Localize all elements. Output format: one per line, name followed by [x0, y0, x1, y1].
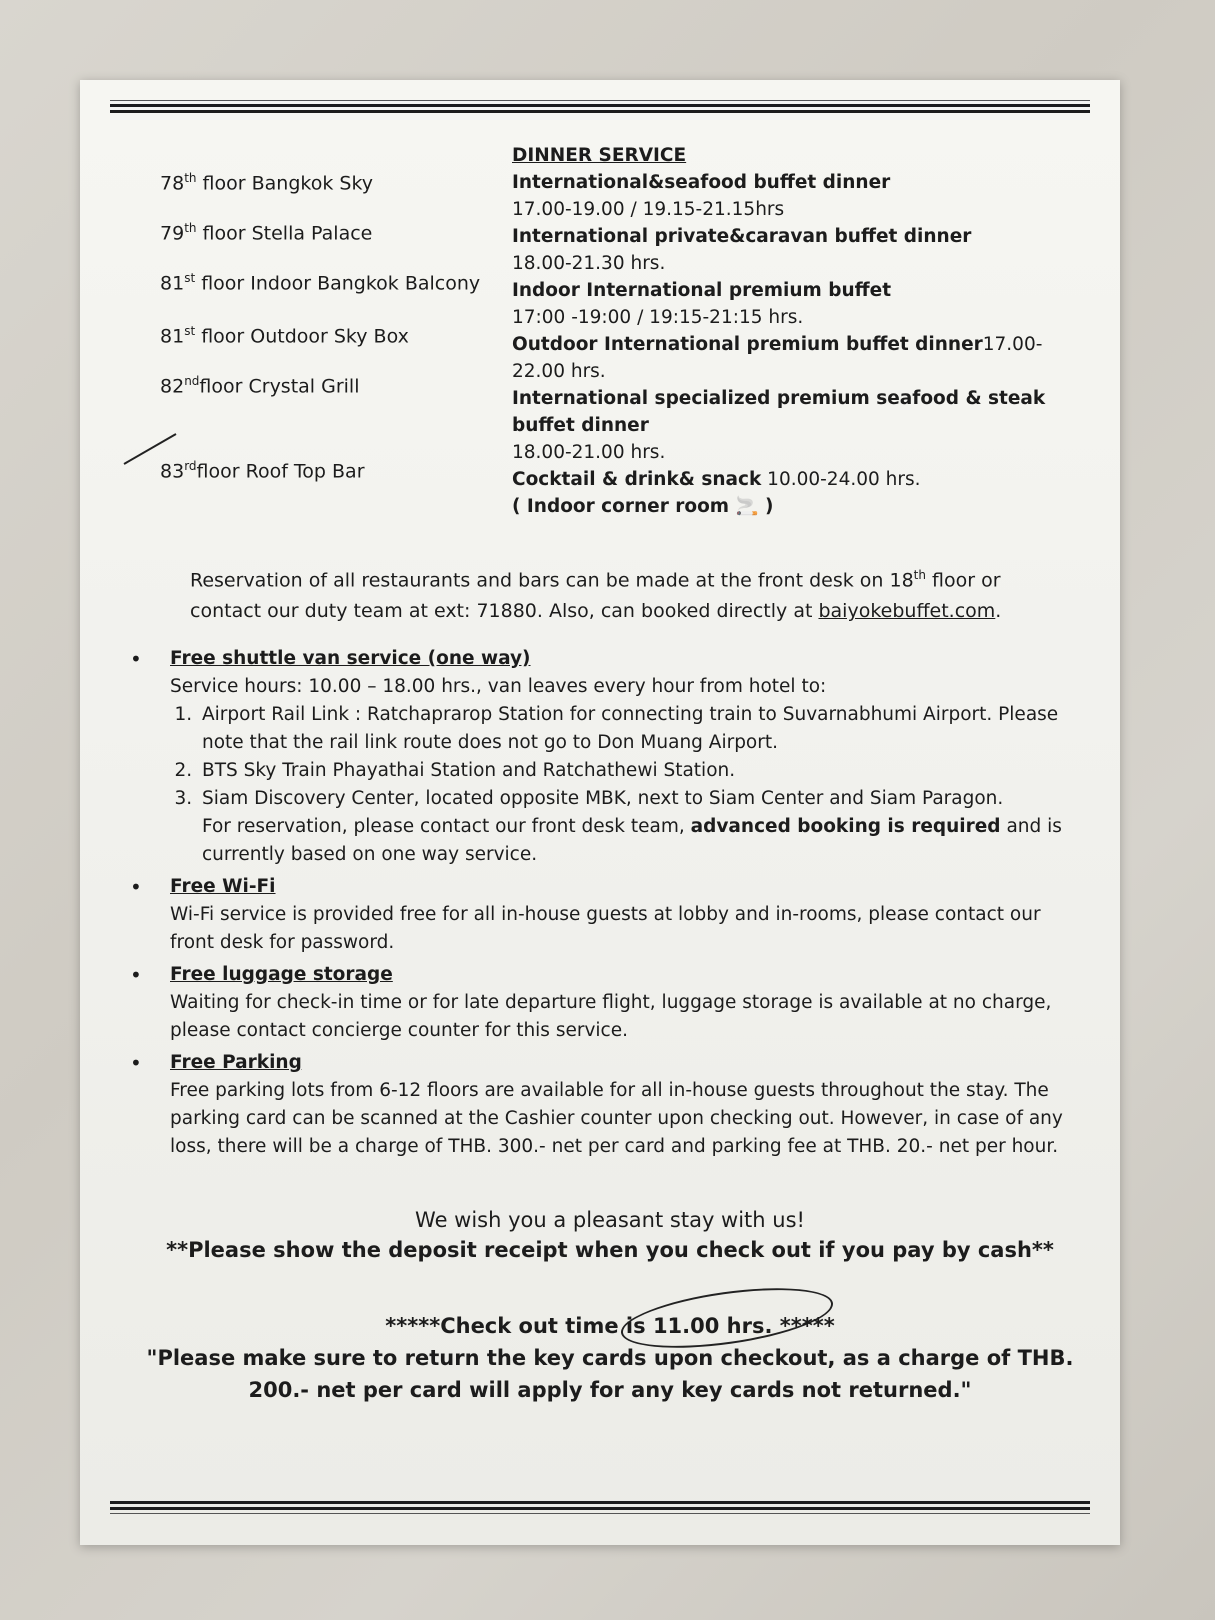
keycard-note: "Please make sure to return the key cards upon checkout, as a charge of THB. 200.- net per card will apply for any key cards not returned." [146, 1346, 1074, 1402]
shuttle-section [130, 645, 1080, 869]
shuttle-stops [170, 701, 1080, 869]
dinner-time: 18.00-21.30 hrs. [512, 253, 666, 274]
parking-section [130, 1049, 1080, 1161]
dinner-time: 17.00-19.00 / 19.15-21.15hrs [512, 199, 785, 220]
bullet-icon: • [130, 647, 142, 671]
services-list [130, 645, 1080, 1165]
indoor-note: ( Indoor corner room 🚬 ) [512, 496, 774, 517]
dinner-time: 17:00 -19:00 / 19:15-21:15 hrs. [512, 307, 804, 328]
dinner-desc: International&seafood buffet dinner [512, 172, 891, 193]
dinner-desc: Cocktail & drink& snack [512, 469, 762, 490]
floor-row: 83rdfloor Roof Top Bar [160, 459, 365, 483]
bullet-icon: • [130, 1051, 142, 1075]
section-text: Waiting for check-in time or for late departure flight, luggage storage is available at no charge, please contact concierge counter for this service. [170, 992, 1052, 1041]
dinner-time: 18.00-21.00 hrs. [512, 442, 666, 463]
top-rule [110, 100, 1090, 114]
list-item: 3. Siam Discovery Center, located opposite MBK, next to Siam Center and Siam Paragon. For reservation, please contact our front desk team, advanced booking is required and is currently based on one way service. [198, 785, 1080, 869]
shuttle-hours: Service hours: 10.00 – 18.00 hrs., van leaves every hour from hotel to: [170, 676, 827, 697]
reservation-note: Reservation of all restaurants and bars can be made at the front desk on 18th floor or contact our duty team at ext: 71880. Also, can booked directly at baiyokebuffet.com. [190, 568, 1002, 623]
floor-row: 81st floor Indoor Bangkok Balcony [160, 271, 481, 295]
section-text: Free parking lots from 6-12 floors are available for all in-house guests throughout the stay. The parking card can be scanned at the Cashier counter upon checking out. However, in case of any loss, there will be a charge of THB. 300.- net per card and parking fee at THB. 20.- net per hour. [170, 1080, 1063, 1157]
smoking-icon: 🚬 [735, 496, 759, 517]
checkout-time: *****Check out time is 11.00 hrs. ***** [385, 1314, 835, 1338]
floor-row: 79th floor Stella Palace [160, 221, 373, 245]
bullet-icon: • [130, 875, 142, 899]
checkout-note [140, 1310, 1080, 1406]
closing-note [140, 1205, 1080, 1265]
dinner-service [512, 142, 1092, 520]
dinner-time: 17.00-22.00 hrs. [512, 334, 1043, 382]
list-item: 1. Airport Rail Link : Ratchaprarop Station for connecting train to Suvarnabhumi Airport. Please note that the rail link route does not go to Don Muang Airport. [198, 701, 1080, 757]
section-title: Free luggage storage [170, 964, 393, 985]
dinner-desc: Indoor International premium buffet [512, 280, 892, 301]
wifi-section [130, 873, 1080, 957]
section-title: Free Parking [170, 1052, 302, 1073]
dinner-desc: International private&caravan buffet dinner [512, 226, 972, 247]
dinner-heading: DINNER SERVICE [512, 145, 687, 166]
section-text: Wi-Fi service is provided free for all in-house guests at lobby and in-rooms, please contact our front desk for password. [170, 904, 1041, 953]
luggage-section [130, 961, 1080, 1045]
floor-row: 81st floor Outdoor Sky Box [160, 324, 409, 348]
section-title: Free shuttle van service (one way) [170, 648, 531, 669]
dinner-item [512, 466, 1092, 493]
document-sheet [80, 80, 1120, 1545]
list-item: 2. BTS Sky Train Phayathai Station and Ratchathewi Station. [198, 757, 1080, 785]
bottom-rule [110, 1501, 1090, 1515]
floor-row: 78th floor Bangkok Sky [160, 171, 374, 195]
dinner-desc: Outdoor International premium buffet dinner [512, 334, 983, 355]
website-link[interactable]: baiyokebuffet.com [818, 600, 996, 623]
wish-text: We wish you a pleasant stay with us! [415, 1208, 805, 1232]
section-title: Free Wi-Fi [170, 876, 276, 897]
deposit-note: **Please show the deposit receipt when you check out if you pay by cash** [166, 1238, 1054, 1262]
floor-row: 82ndfloor Crystal Grill [160, 374, 360, 398]
dinner-desc: International specialized premium seafood & steak buffet dinner [512, 388, 1046, 436]
dinner-time: 10.00-24.00 hrs. [767, 469, 921, 490]
dinner-item [512, 331, 1092, 385]
bullet-icon: • [130, 963, 142, 987]
